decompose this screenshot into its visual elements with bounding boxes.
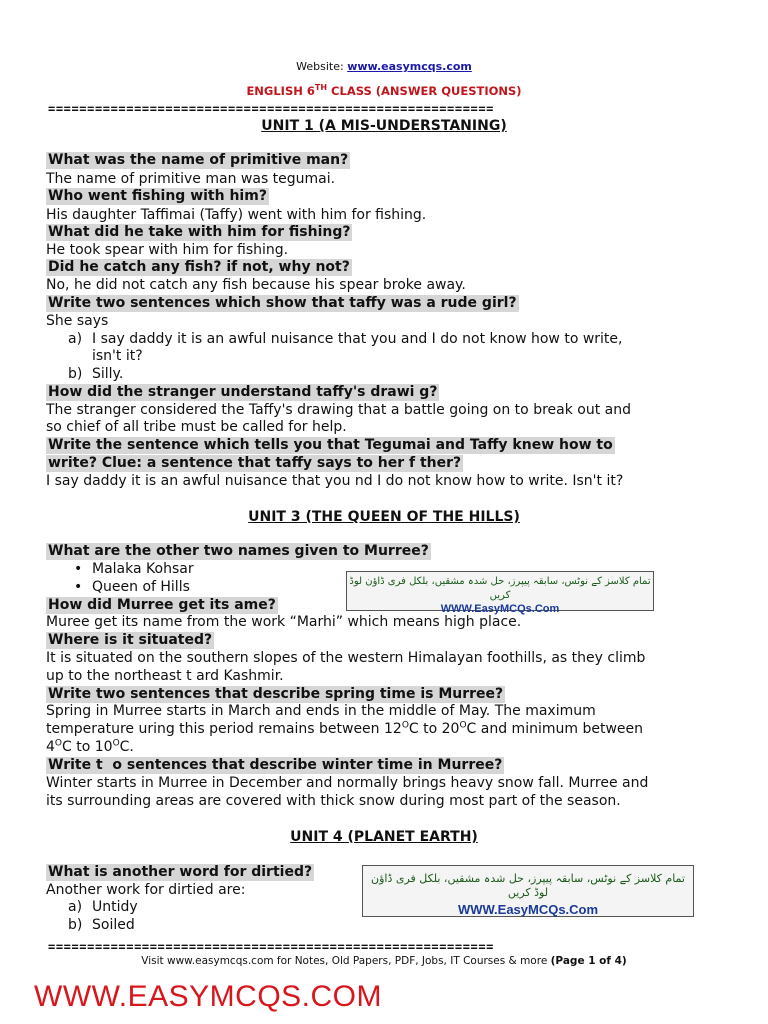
unit3-answer-5-line2: its surrounding areas are covered with thick snow during most part of the season. <box>46 793 621 809</box>
unit1-answer-7: I say daddy it is an awful nuisance that you nd I do not know how to write. Isn't it? <box>46 473 624 489</box>
unit3-question-5: Write t o sentences that describe winter time in Murree? <box>48 757 503 773</box>
promo-banner[interactable] <box>362 865 694 917</box>
unit1-question-4: Did he catch any fish? if not, why not? <box>48 259 350 275</box>
list-item: Soiled <box>92 917 135 933</box>
unit1-answer-5: She says <box>46 313 109 329</box>
unit4-question-1: What is another word for dirtied? <box>48 864 313 880</box>
document-title <box>0 84 768 98</box>
unit1-question-2: Who went fishing with him? <box>48 188 267 204</box>
unit1-question-7-line2: write? Clue: a sentence that taffy says to her f ther? <box>48 455 462 471</box>
unit3-answer-4-line2: temperature uring this period remains between $12^OC$ to $20^OC$ and minimum between <box>46 720 643 737</box>
list-item: Silly. <box>92 366 124 382</box>
unit3-answer-2: Muree get its name from the work “Marhi” which means high place. <box>46 614 522 630</box>
unit3-answer-5-line1: Winter starts in Murree in December and normally brings heavy snow fall. Murree and <box>46 775 649 791</box>
promo-url[interactable]: WWW.EasyMCQs.Com <box>440 603 560 615</box>
list-item: Queen of Hills <box>92 579 190 595</box>
unit1-answer-6-line1: The stranger considered the Taffy's drawing that a battle going on to break out and <box>46 402 631 418</box>
website-label: Website: <box>296 60 344 73</box>
divider-rule-top: ========================================================= <box>48 104 495 114</box>
list-marker: b) <box>68 917 83 933</box>
bullet-icon: • <box>74 579 83 595</box>
list-marker: b) <box>68 366 83 382</box>
unit1-answer-2: His daughter Taffimai (Taffy) went with him for fishing. <box>46 207 427 223</box>
unit4-answer-1: Another work for dirtied are: <box>46 882 246 898</box>
unit3-title: UNIT 3 (THE QUEEN OF THE HILLS) <box>248 509 520 525</box>
unit3-answer-3-line1: It is situated on the southern slopes of the western Himalayan foothills, as they climb <box>46 650 646 666</box>
title-superscript: TH <box>314 83 328 93</box>
list-item: I say daddy it is an awful nuisance that you and I do not know how to write, <box>92 331 623 347</box>
unit1-question-7-line1: Write the sentence which tells you that Tegumai and Taffy knew how to <box>48 437 613 453</box>
degree-mark: O <box>459 720 467 731</box>
degree-mark: O <box>54 738 63 749</box>
list-marker: a) <box>68 331 83 347</box>
list-marker: a) <box>68 899 83 915</box>
unit3-answer-3-line2: up to the northeast t ard Kashmir. <box>46 668 284 684</box>
unit3-question-2: How did Murree get its ame? <box>48 597 276 613</box>
footer-line <box>0 955 768 967</box>
promo-url[interactable]: WWW.EasyMCQs.Com <box>457 902 599 917</box>
list-item: Malaka Kohsar <box>92 561 194 577</box>
unit3-question-3: Where is it situated? <box>48 632 213 648</box>
promo-urdu-text: تمام کلاسز کے نوٹس، سابقہ پیپرز، حل شدہ مشقیں، بلکل فری ڈاؤن لوڈ کریں <box>349 576 651 601</box>
page-indicator: (Page 1 of 4) <box>550 955 627 967</box>
unit1-title: UNIT 1 (A MIS-UNDERSTANING) <box>261 118 507 134</box>
list-item: Untidy <box>92 899 138 915</box>
unit4-title: UNIT 4 (PLANET EARTH) <box>290 829 478 845</box>
divider-rule-bottom: ========================================================= <box>48 942 495 952</box>
website-line <box>0 60 768 73</box>
unit1-answer-3: He took spear with him for fishing. <box>46 242 289 258</box>
title-prefix: ENGLISH 6 <box>246 84 315 98</box>
unit1-question-1: What was the name of primitive man? <box>48 152 349 168</box>
website-link[interactable]: www.easymcqs.com <box>347 60 472 73</box>
degree-mark: O <box>112 738 120 749</box>
footer-text: Visit www.easymcqs.com for Notes, Old Papers, PDF, Jobs, IT Courses & more <box>141 955 551 967</box>
unit1-question-5: Write two sentences which show that taffy was a rude girl? <box>48 295 517 311</box>
unit1-answer-6-line2: so chief of all tribe must be called for help. <box>46 419 347 435</box>
unit3-question-1: What are the other two names given to Murree? <box>48 543 429 559</box>
degree-mark: O <box>401 720 409 731</box>
unit1-answer-1: The name of primitive man was tegumai. <box>46 171 336 187</box>
list-item-continuation: isn't it? <box>92 348 143 364</box>
promo-banner[interactable] <box>346 571 654 615</box>
bullet-icon: • <box>74 561 83 577</box>
unit3-answer-4-line3: $4^OC$ to $10^OC$. <box>46 738 134 755</box>
unit3-question-4: Write two sentences that describe spring time is Murree? <box>48 686 504 702</box>
unit1-answer-4: No, he did not catch any fish because his spear broke away. <box>46 277 466 293</box>
unit3-answer-4-line1: Spring in Murree starts in March and ends in the middle of May. The maximum <box>46 703 596 719</box>
title-suffix: CLASS (ANSWER QUESTIONS) <box>327 84 522 98</box>
unit1-question-3: What did he take with him for fishing? <box>48 224 351 240</box>
site-watermark[interactable]: WWW.EASYMCQS.COM <box>34 980 382 1013</box>
unit1-question-6: How did the stranger understand taffy's drawi g? <box>48 384 438 400</box>
promo-urdu-text: تمام کلاسز کے نوٹس، سابقہ پیپرز، حل شدہ مشقیں، بلکل فری ڈاؤن لوڈ کریں <box>371 872 685 899</box>
